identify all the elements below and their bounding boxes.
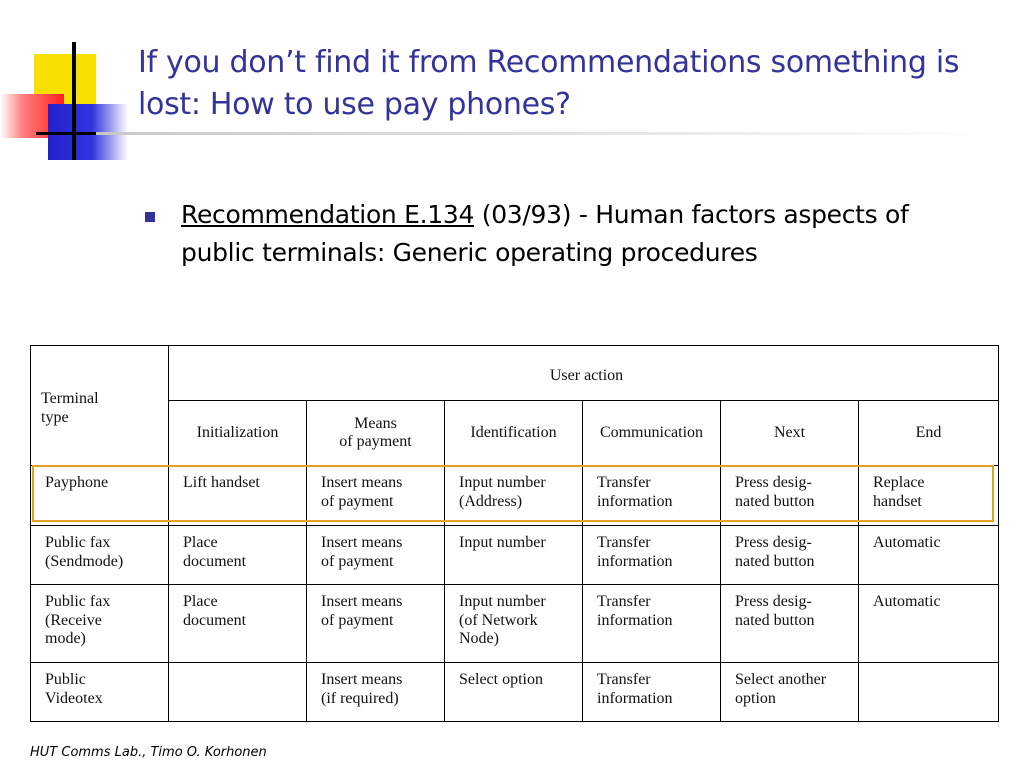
operating-procedures-table: [30, 345, 999, 722]
header-terminal-type: Terminal type: [31, 346, 169, 466]
title-divider: [96, 132, 996, 135]
table-cell: Transfer information: [583, 466, 721, 526]
table-cell: Place document: [169, 585, 307, 663]
table-cell: Insert means (if required): [307, 663, 445, 722]
table-cell: Place document: [169, 526, 307, 585]
table-cell: Payphone: [31, 466, 169, 526]
slide-title: If you don’t find it from Recommendations something is lost: How to use pay phones?: [138, 45, 960, 122]
table-row-public-fax-send: [31, 526, 999, 585]
table-cell: Lift handset: [169, 466, 307, 526]
recommendation-link[interactable]: Recommendation E.134: [181, 200, 475, 229]
table-cell: Insert means of payment: [307, 585, 445, 663]
column-header: Next: [721, 401, 859, 466]
bullet-text: [181, 196, 985, 272]
table-cell: Input number: [445, 526, 583, 585]
table-cell: Automatic: [859, 526, 999, 585]
column-header-row: [31, 401, 999, 466]
table-cell: [859, 663, 999, 722]
table-cell: Insert means of payment: [307, 526, 445, 585]
table-cell: Transfer information: [583, 585, 721, 663]
table-cell: Automatic: [859, 585, 999, 663]
table-row-public-fax-receive: [31, 585, 999, 663]
bullet-square-icon: [145, 212, 155, 222]
table-cell: Press desig- nated button: [721, 585, 859, 663]
table-cell: Replace handset: [859, 466, 999, 526]
table-cell: Press desig- nated button: [721, 466, 859, 526]
table-cell: Transfer information: [583, 663, 721, 722]
column-header: End: [859, 401, 999, 466]
table-cell: Public fax (Receive mode): [31, 585, 169, 663]
table-cell: Transfer information: [583, 526, 721, 585]
table-cell: Select option: [445, 663, 583, 722]
bullet-item: [145, 196, 985, 272]
column-header: Initialization: [169, 401, 307, 466]
table-cell: Input number (Address): [445, 466, 583, 526]
table-cell: [169, 663, 307, 722]
table-row-payphone: [31, 466, 999, 526]
table-cell: Insert means of payment: [307, 466, 445, 526]
table-row-public-videotex: [31, 663, 999, 722]
slide-logo-graphic: [0, 40, 130, 160]
table-cell: Public fax (Sendmode): [31, 526, 169, 585]
table-cell: Input number (of Network Node): [445, 585, 583, 663]
logo-vertical-line: [72, 42, 76, 160]
table-cell: Press desig- nated button: [721, 526, 859, 585]
header-user-action: User action: [169, 346, 999, 401]
footer-credit: HUT Comms Lab., Timo O. Korhonen: [30, 745, 267, 760]
table-cell: Select another option: [721, 663, 859, 722]
column-header: Means of payment: [307, 401, 445, 466]
column-header: Communication: [583, 401, 721, 466]
table-cell: Public Videotex: [31, 663, 169, 722]
bullet-description: (03/93) - Human factors aspects of public terminals: Generic operating procedures: [181, 200, 909, 267]
column-header: Identification: [445, 401, 583, 466]
